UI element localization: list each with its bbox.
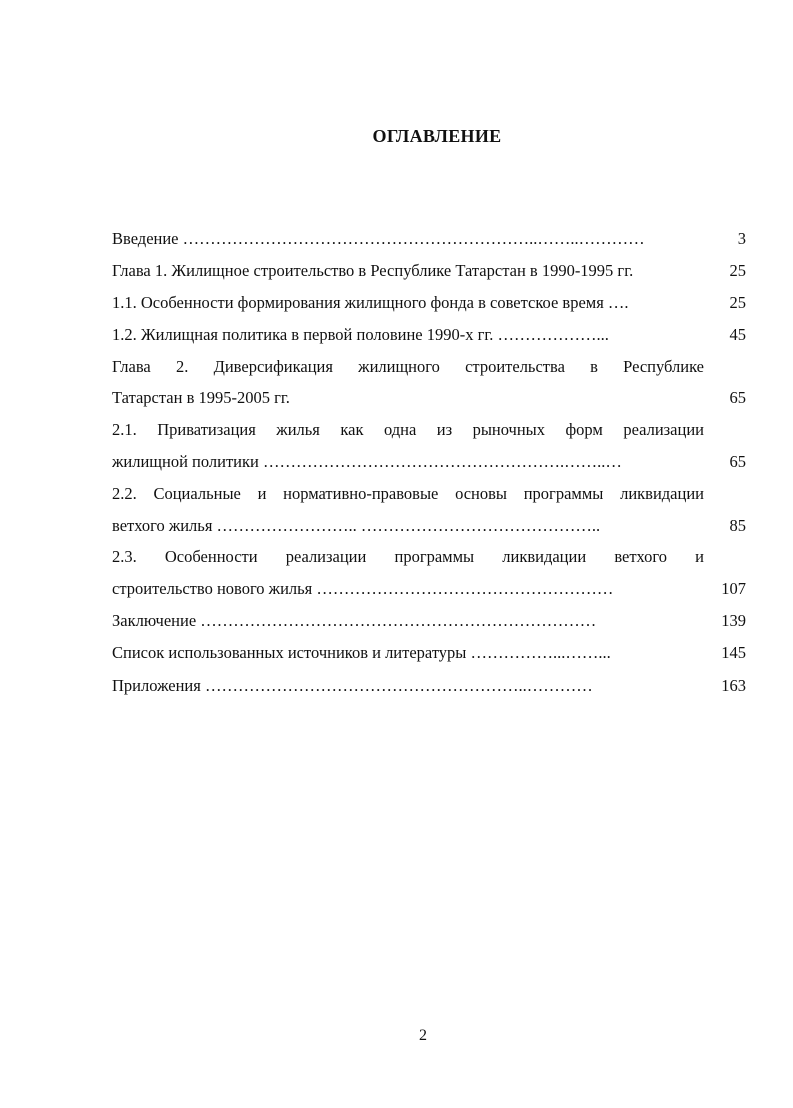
toc-entry-section-2-2-line-2 — [112, 514, 746, 538]
toc-entry-text: Глава 2. Диверсификация жилищного строительства в Республике — [112, 357, 704, 376]
toc-entry-text: Глава 1. Жилищное строительство в Республике Татарстан в 1990-1995 гг. — [112, 261, 634, 280]
toc-entry-text: 1.2. Жилищная политика в первой половине 1990-х гг. ………………... — [112, 325, 609, 344]
toc-entry-text: 1.1. Особенности формирования жилищного фонда в советское время …. — [112, 293, 629, 312]
toc-entry-bibliography — [112, 641, 746, 665]
toc-entry-conclusion — [112, 609, 746, 633]
toc-entry-page: 85 — [729, 516, 746, 535]
toc-entry-page: 25 — [729, 293, 746, 312]
toc-entry-text: Заключение ……………………………………………………………… — [112, 611, 597, 630]
toc-entry-section-1-1 — [112, 291, 746, 315]
toc-entry-text: ветхого жилья …………………….. …………………………………….. — [112, 516, 601, 535]
toc-entry-page: 3 — [737, 229, 746, 248]
toc-entry-page: 45 — [729, 325, 746, 344]
toc-entry-text: жилищной политики ……………………………………………….……..… — [112, 452, 622, 471]
toc-entry-appendices — [112, 674, 746, 698]
toc-entry-page: 65 — [729, 388, 746, 407]
toc-entry-section-2-2-line-1 — [112, 482, 746, 506]
toc-entry-section-2-1-line-1 — [112, 418, 746, 442]
toc-entry-text: Список использованных источников и литературы ……………...……... — [112, 643, 611, 662]
page-number: 2 — [419, 1027, 427, 1044]
toc-entry-text: Татарстан в 1995-2005 гг. — [112, 388, 290, 407]
toc-entry-chapter-2-line-2 — [112, 386, 746, 410]
toc-entry-chapter-2-line-1 — [112, 355, 746, 379]
toc-entry-section-2-3-line-2 — [112, 577, 746, 601]
toc-entry-text: строительство нового жилья ……………………………………………… — [112, 579, 614, 598]
toc-entry-page: 25 — [729, 261, 746, 280]
toc-entry-chapter-1 — [112, 259, 746, 283]
toc-entry-text: 2.2. Социальные и нормативно-правовые основы программы ликвидации — [112, 484, 704, 503]
toc-entry-page: 107 — [721, 579, 746, 598]
toc-entry-page: 145 — [721, 643, 746, 662]
toc-entry-text: 2.3. Особенности реализации программы ликвидации ветхого и — [112, 547, 704, 566]
toc-entry-text: Приложения …………………………………………………..………… — [112, 676, 593, 695]
toc-entry-text: Введение ………………………………………………………..……..………… — [112, 229, 645, 248]
toc-entry-section-2-3-line-1 — [112, 545, 746, 569]
page-title: ОГЛАВЛЕНИЕ — [372, 126, 502, 146]
toc-entry-section-2-1-line-2 — [112, 450, 746, 474]
toc-entry-introduction — [112, 227, 746, 251]
toc-entry-section-1-2 — [112, 323, 746, 347]
toc-entry-page: 65 — [729, 452, 746, 471]
toc-entry-page: 139 — [721, 611, 746, 630]
toc-entry-page: 163 — [721, 676, 746, 695]
toc-entry-text: 2.1. Приватизация жилья как одна из рыночных форм реализации — [112, 420, 704, 439]
